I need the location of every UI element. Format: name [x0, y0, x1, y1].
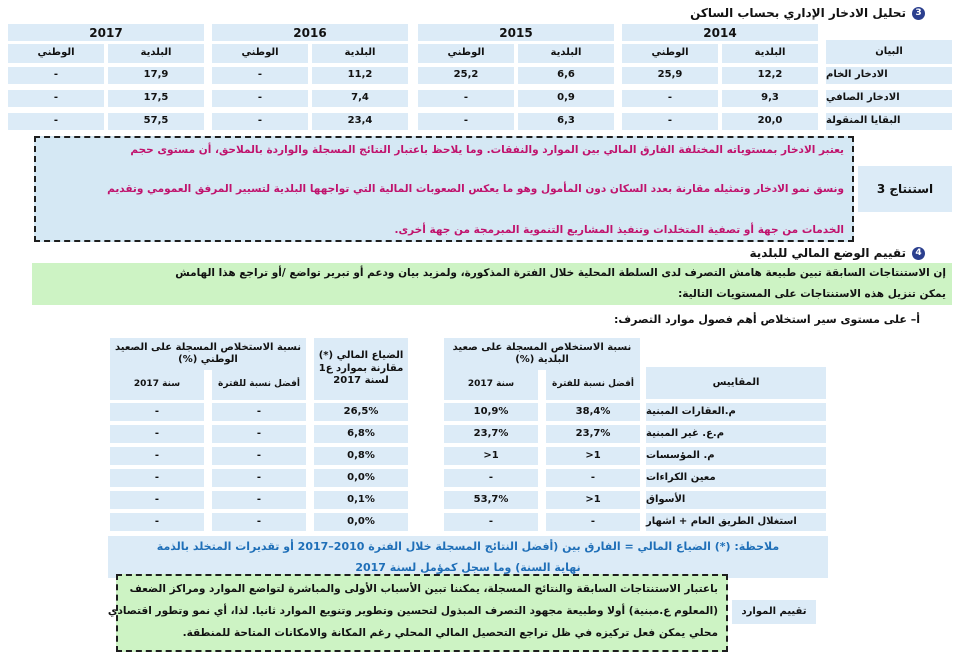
conclusion-3-line: ونسق نمو الادخار وتمثيله مقارنة بعدد السكان دون المأمول وهو ما يعكس الصعوبات المالية التي تواجهها البلدية لتسيير المرفق العمومي وتقديم — [107, 183, 844, 195]
year-header: 2014 — [622, 24, 818, 41]
table-cell: - — [110, 447, 204, 465]
note-box — [108, 536, 828, 578]
table-cell: - — [546, 513, 640, 531]
table-cell: 6,6 — [518, 67, 614, 84]
table-cell: 1< — [546, 447, 640, 465]
conclusion-3-box — [34, 136, 854, 242]
conclusion-3-line: الخدمات من جهة أو تصفية المتخلدات وتنفيذ المشاريع التنموية المبرمجة من جهة أخرى. — [394, 224, 844, 236]
table-cell: - — [444, 513, 538, 531]
row-label: الادخار الصافي — [826, 90, 952, 107]
table-cell: 6,3 — [518, 113, 614, 130]
note-line: نهاية السنة) وما سجل كمؤمل لسنة 2017 — [355, 561, 581, 574]
section-4-heading — [749, 246, 925, 260]
criteria-row-label: استغلال الطريق العام + اشهار — [646, 513, 826, 531]
column-header: البلدية — [108, 44, 204, 63]
label-header: البيان — [826, 40, 952, 64]
section-number-badge: 4 — [912, 247, 925, 260]
table-cell: - — [212, 513, 306, 531]
column-header: البلدية — [518, 44, 614, 63]
table-cell: - — [212, 90, 308, 107]
table-cell: 12,2 — [722, 67, 818, 84]
table-cell: - — [110, 403, 204, 421]
best-rate-header: أفضل نسبة للفترة — [212, 370, 306, 400]
section-3-title: تحليل الادخار الإداري بحساب الساكن — [690, 6, 906, 20]
criteria-row-label: الأسواق — [646, 491, 826, 509]
table-cell: - — [418, 90, 514, 107]
criteria-row-label: م. المؤسسات — [646, 447, 826, 465]
row-label: البقايا المنقولة — [826, 113, 952, 130]
table-cell: 1< — [444, 447, 538, 465]
table-cell: - — [212, 113, 308, 130]
column-header: البلدية — [722, 44, 818, 63]
criteria-row-label: معين الكراءات — [646, 469, 826, 487]
table-cell: 23,7% — [444, 425, 538, 443]
table-cell: 23,7% — [546, 425, 640, 443]
evaluation-line: (المعلوم ع.مبنية) أولا وطبيعة مجهود التصرف المبذول لتحسين وتطوير وتنويع الموارد ثانيا. لذا، أي نمو وتطور اقتصادي — [107, 605, 718, 617]
table-cell: - — [8, 67, 104, 84]
table-cell: 26,5% — [314, 403, 408, 421]
column-header: البلدية — [312, 44, 408, 63]
table-cell: 17,5 — [108, 90, 204, 107]
table-cell: 0,9 — [518, 90, 614, 107]
table-cell: - — [212, 447, 306, 465]
section-4-title: تقييم الوضع المالي للبلدية — [749, 246, 906, 260]
criteria-row-label: م.العقارات المبنية — [646, 403, 826, 421]
table-cell: 17,9 — [108, 67, 204, 84]
criteria-row-label: م.ع. غير المبنية — [646, 425, 826, 443]
evaluation-box — [107, 574, 728, 652]
table-cell: 11,2 — [312, 67, 408, 84]
table-cell: - — [110, 469, 204, 487]
table-cell: 53,7% — [444, 491, 538, 509]
table-cell: - — [212, 67, 308, 84]
table-cell: - — [212, 425, 306, 443]
table-cell: 23,4 — [312, 113, 408, 130]
table-cell: 0,0% — [314, 469, 408, 487]
table-cell: - — [418, 113, 514, 130]
financial-loss-header: الضياع المالي (*) مقارنة بموارد ع1 لسنة 2017 — [314, 338, 408, 400]
table-cell: - — [212, 491, 306, 509]
table-cell: 38,4% — [546, 403, 640, 421]
table-cell: 25,9 — [622, 67, 718, 84]
table-cell: - — [622, 113, 718, 130]
table-cell: 0,8% — [314, 447, 408, 465]
table-cell: 7,4 — [312, 90, 408, 107]
table-cell: - — [8, 90, 104, 107]
year-header: 2015 — [418, 24, 614, 41]
year-header: سنة 2017 — [444, 370, 538, 400]
subheading-a: أ– على مستوى سير استخلاص أهم فصول موارد التصرف: — [613, 313, 920, 326]
evaluation-line: باعتبار الاستنتاجات السابقة والنتائج المسجلة، يمكننا تبين الأسباب الأولى والمباشرة لتواضع الموارد ومراكز الضعف — [129, 583, 718, 595]
criteria-header: المقاييس — [646, 367, 826, 399]
table-cell: 20,0 — [722, 113, 818, 130]
conclusion-3-label: استنتاج 3 — [858, 166, 952, 212]
column-header: الوطني — [622, 44, 718, 63]
table-cell: - — [622, 90, 718, 107]
baladia-rate-header: نسبة الاستخلاص المسجلة على صعيد البلدية (%) — [444, 338, 640, 370]
column-header: الوطني — [8, 44, 104, 63]
year-header: 2017 — [8, 24, 204, 41]
table-cell: - — [110, 425, 204, 443]
table-cell: 0,1% — [314, 491, 408, 509]
row-label: الادخار الخام — [826, 67, 952, 84]
table-cell: - — [212, 469, 306, 487]
column-header: الوطني — [418, 44, 514, 63]
national-rate-header: نسبة الاستخلاص المسجلة على الصعيد الوطني (%) — [110, 338, 306, 370]
table-cell: - — [110, 513, 204, 531]
table-cell: - — [8, 113, 104, 130]
year-header: 2016 — [212, 24, 408, 41]
evaluation-label: تقييم الموارد — [732, 600, 816, 624]
intro-line: إن الاستنتاجات السابقة تبين طبيعة هامش التصرف لدى السلطة المحلية خلال الفترة المذكورة، ولمزيد بيان ودعم أو تبرير تواضع /أو تراجع هذا الهامش — [175, 267, 946, 279]
table-cell: 10,9% — [444, 403, 538, 421]
section-number-badge: 3 — [912, 7, 925, 20]
intro-line: يمكن تنزيل هذه الاستنتاجات على المستويات التالية: — [678, 288, 946, 300]
evaluation-line: محلي يمكن فعل تركيزه في ظل تراجع التحصيل المالي المحلي رغم المكانة والامكانات المتاحة للمنطقة. — [182, 627, 718, 639]
table-cell: - — [444, 469, 538, 487]
table-cell: 1< — [546, 491, 640, 509]
table-cell: - — [546, 469, 640, 487]
best-rate-header: أفضل نسبة للفترة — [546, 370, 640, 400]
conclusion-3-line: يعتبر الادخار بمستوياته المختلفة الفارق المالي بين الموارد والنفقات. وما يلاحظ باعتبار النتائج المسجلة والواردة بالملاحق، أن مستوى حجم — [130, 144, 844, 156]
table-cell: - — [212, 403, 306, 421]
table-cell: 0,0% — [314, 513, 408, 531]
table-cell: 25,2 — [418, 67, 514, 84]
table-cell: - — [110, 491, 204, 509]
table-cell: 57,5 — [108, 113, 204, 130]
section-3-heading — [690, 6, 925, 20]
table-cell: 9,3 — [722, 90, 818, 107]
note-line: ملاحظة: (*) الضياع المالي = الفارق بين (أفضل النتائج المسجلة خلال الفترة 2010–2017 أو تقديرات المتخلد بالذمة — [156, 540, 780, 553]
column-header: الوطني — [212, 44, 308, 63]
table-cell: 6,8% — [314, 425, 408, 443]
year-header: سنة 2017 — [110, 370, 204, 400]
intro-paragraph — [32, 263, 952, 305]
